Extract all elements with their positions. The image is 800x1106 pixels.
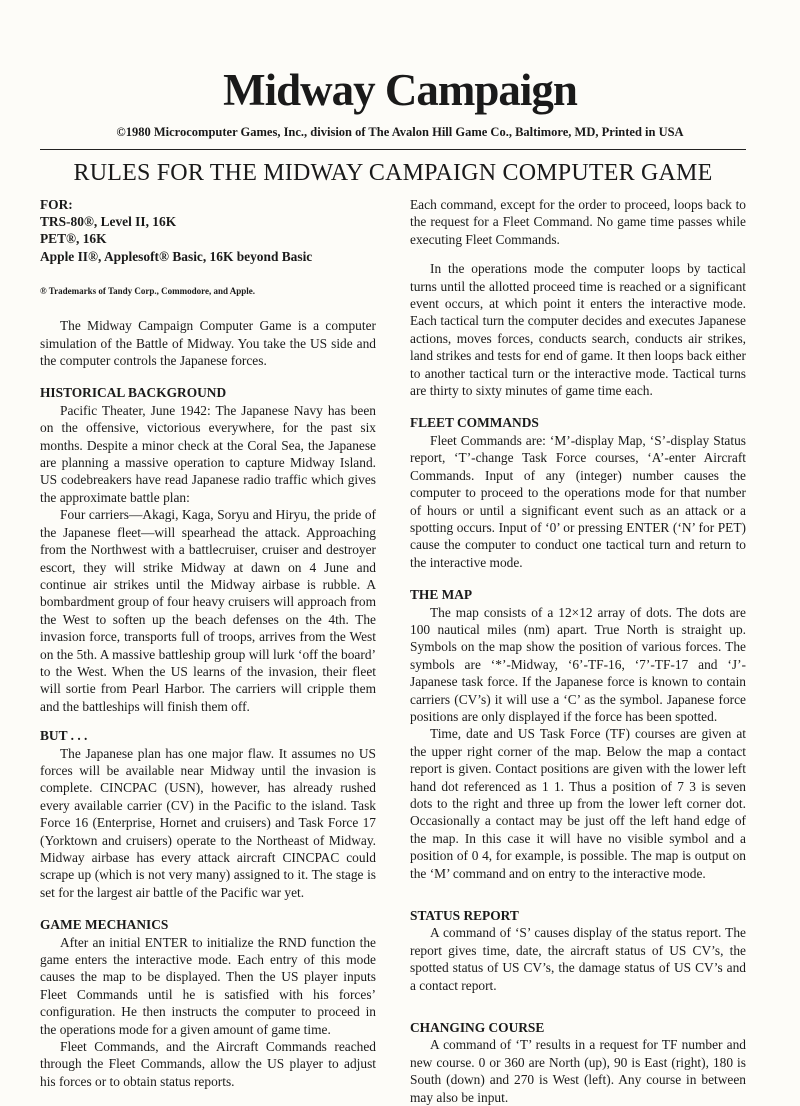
historical-paragraph-1: Pacific Theater, June 1942: The Japanese Navy has been on the offensive, victorious everywhere, for the past six months. Despite a minor check at the Coral Sea, the Japanese are planning a massive operation to capture Midway Island. US codebreakers have read Japanese radio traffic which gives the approximate battle plan:	[40, 402, 376, 505]
left-column	[40, 196, 376, 1090]
historical-paragraph-2: Four carriers—Akagi, Kaga, Soryu and Hiryu, the pride of the Japanese fleet—will spearhead the attack. Approaching from the Northwest with a battlecruiser, cruiser and destroyer escort, they will strike Midway at dawn on 4 June and continue air strikes until the Midway airbase is rubble. A bombardment group of four heavy cruisers will approach from the West to soften up the beach defenses on the 4th. The invasion force, transports full of troops, arrives from the West on the 5th. A massive battleship group will lurk ‘off the board’ to the West. When the US learns of the invasion, their fleet will sortie from Pearl Harbor. The carriers will cripple them and the battleships will finish them off.	[40, 507, 376, 714]
the-map-heading: THE MAP	[410, 587, 473, 603]
trademark-note: ® Trademarks of Tandy Corp., Commodore, and Apple.	[40, 285, 256, 296]
copyright-line: ©1980 Microcomputer Games, Inc., division of The Avalon Hill Game Co., Baltimore, MD, Printed in USA	[116, 125, 684, 139]
divider-rule	[40, 149, 746, 150]
status-report-paragraph: A command of ‘S’ causes display of the status report. The report gives time, date, the aircraft status of US CV’s, the spotted status of US CV’s, the damage status of US CV’s and a contact report.	[410, 925, 746, 993]
document-title: Midway Campaign	[223, 65, 577, 115]
historical-background-heading: HISTORICAL BACKGROUND	[40, 385, 227, 401]
status-report-heading: STATUS REPORT	[410, 908, 519, 924]
mechanics-paragraph-1: After an initial ENTER to initialize the RND function the game enters the interactive mode. Each entry of this mode causes the map to be displayed. Then the US player inputs Fleet Commands until he is satisfied with his forces’ configuration. He then instructs the computer to proceed in the operations mode for a given amount of game time.	[40, 934, 376, 1037]
mechanics-paragraph-2: Fleet Commands, and the Aircraft Commands reached through the Fleet Commands, allow the US player to adjust his forces or to obtain status reports.	[40, 1039, 376, 1089]
for-label: FOR:	[40, 197, 73, 212]
map-paragraph-1: The map consists of a 12×12 array of dots. The dots are 100 nautical miles (nm) apart. True North is straight up. Symbols on the map show the position of various forces. The symbols are ‘*’-Midway, ‘6’-TF-16, ‘7’-TF-17 and ‘J’-Japanese task force. If the Japanese force is known to contain carriers (CV’s) it will use a ‘C’ as the symbol. Japanese force positions are only displayed if the force has been spotted.	[410, 604, 746, 724]
platform-pet: PET®, 16K	[40, 231, 107, 247]
but-heading: BUT . . .	[40, 728, 88, 744]
operations-paragraph: In the operations mode the computer loops by tactical turns until the allotted proceed time is reached or a significant event occurs, at which point it enters the interactive mode. Each tactical turn the computer decides and executes Japanese actions, moves forces, conducts search, conducts air strikes, land strikes and tests for end of game. It then loops back either to another tactical turn or the interactive mode. Tactical turns are thirty to sixty minutes of game time each.	[410, 261, 746, 399]
platform-apple: Apple II®, Applesoft® Basic, 16K beyond Basic	[40, 248, 313, 264]
changing-course-paragraph: A command of ‘T’ results in a request for TF number and new course. 0 or 360 are North (up), 90 is East (right), 180 is South (down) and 270 is West (left). Any course in between may also be input.	[410, 1037, 746, 1105]
platform-trs80: TRS-80®, Level II, 16K	[40, 214, 177, 230]
rules-heading: RULES FOR THE MIDWAY CAMPAIGN COMPUTER GAME	[73, 160, 713, 186]
fleet-commands-paragraph: Fleet Commands are: ‘M’-display Map, ‘S’-display Status report, ‘T’-change Task Force courses, ‘A’-enter Aircraft Commands. Input of any (integer) number causes the computer to proceed to the operations mode for that number of hours or until a significant event such as an attack or a spotting occurs. Input of ‘0’ or pressing ENTER (‘N’ for PET) cause the computer to conduct one tactical turn and return to the interactive mode.	[410, 432, 746, 570]
right-column	[410, 196, 746, 1106]
but-paragraph: The Japanese plan has one major flaw. It assumes no US forces will be available near Midway until the invasion is complete. CINCPAC (USN), however, has already rushed every available carrier (CV) in the Pacific to the island. Task Force 16 (Enterprise, Hornet and cruisers) and Task Force 17 (Yorktown and cruisers) operate to the Northeast of Midway. Midway airbase has every attack aircraft CINCPAC could scrape up (which is not very many) assigned to it. The stage is set for the largest air battle of the Pacific war yet.	[40, 745, 376, 900]
platform-block	[40, 196, 376, 265]
changing-course-heading: CHANGING COURSE	[410, 1020, 545, 1036]
fleet-commands-heading: FLEET COMMANDS	[410, 415, 539, 431]
map-paragraph-2: Time, date and US Task Force (TF) courses are given at the upper right corner of the map. Below the map a contact report is given. Contact positions are given with the lower left hand dot referenced as 1 1. Thus a position of 7 3 is seven dots to the right and three up from the lower left corner dot. Occasionally a contact may be just off the left hand edge of the map. In this case it will have no visible symbol and a position of 0 4, for example, is possible. The map is output on the ‘M’ command and on entry to the interactive mode.	[410, 726, 746, 881]
intro-paragraph: The Midway Campaign Computer Game is a computer simulation of the Battle of Midway. You take the US side and the computer controls the Japanese forces.	[40, 318, 376, 369]
continued-paragraph: Each command, except for the order to proceed, loops back to the request for a Fleet Command. No game time passes while executing Fleet Commands.	[410, 197, 746, 247]
game-mechanics-heading: GAME MECHANICS	[40, 917, 169, 933]
